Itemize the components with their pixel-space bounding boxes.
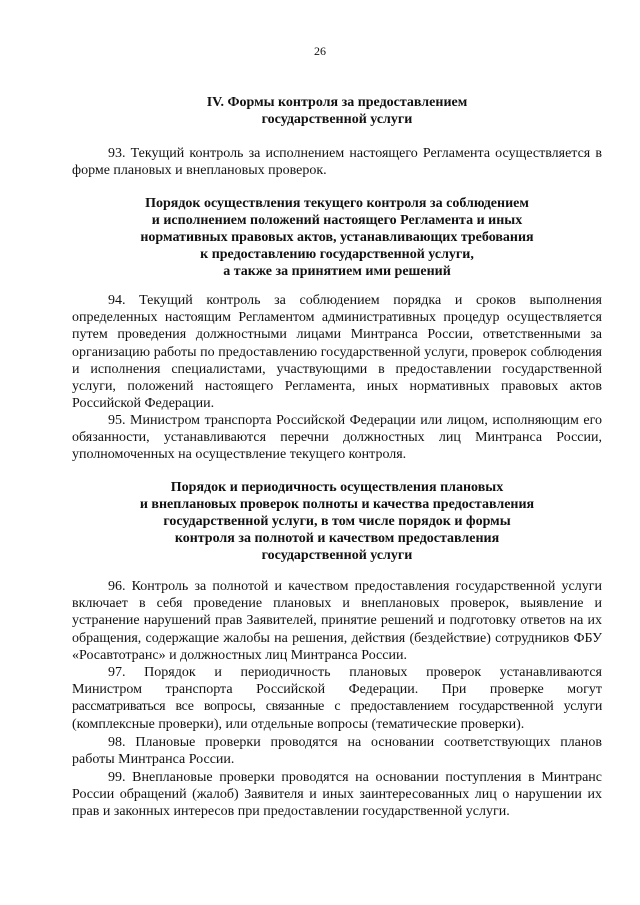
paragraph-97-line-3: рассматриваться все вопросы, связанные с предоставлением государственной услуги — [72, 699, 602, 715]
paragraph-97-line-4: (комплексные проверки), или отдельные вопросы (тематические проверки). — [72, 716, 525, 732]
subheading-1-line-4: к предоставлению государственной услуги, — [200, 247, 474, 262]
paragraph-96-text: 96. Контроль за полнотой и качеством предоставления государственной услуги включает в себя проведение плановых и внеплановых проверок, выявление и устранение нарушений прав Заявителей, принятие решений и подготовку ответов на их обращения, содержащие жалобы на решения, действия (бездействие) сотрудников ФБУ «Росавтотранс» и должностных лиц Минтранса России. — [72, 579, 602, 663]
page-number: 26 — [314, 44, 326, 58]
subheading-1-line-2: и исполнением положений настоящего Регламента и иных — [151, 213, 523, 228]
subheading-1-line-3: нормативных правовых актов, устанавливающих требования — [140, 230, 534, 245]
section-heading-line-1: IV. Формы контроля за предоставлением — [206, 95, 468, 110]
paragraph-96 — [72, 578, 602, 664]
paragraph-97-text — [72, 664, 602, 733]
paragraph-95 — [72, 412, 602, 464]
paragraph-99-text: 99. Внеплановые проверки проводятся на основании поступления в Минтранс России обращений (жалоб) Заявителя и иных заинтересованных лиц о нарушении их прав и законных интересов при предоставлении государственной услуги. — [72, 770, 602, 820]
subheading-2-line-1: Порядок и периодичность осуществления плановых — [170, 480, 504, 495]
subheading-inspections — [72, 479, 602, 564]
paragraph-94 — [72, 292, 602, 412]
paragraph-97 — [72, 664, 602, 733]
paragraph-98 — [72, 734, 602, 768]
paragraph-99 — [72, 769, 602, 821]
subheading-2-line-3: государственной услуги, в том числе порядок и формы — [163, 514, 511, 529]
subheading-2-line-4: контроля за полнотой и качеством предоставления — [174, 531, 500, 546]
paragraph-97-line-1: 97. Порядок и периодичность плановых проверок устанавливаются — [108, 665, 602, 680]
paragraph-94-text: 94. Текущий контроль за соблюдением порядка и сроков выполнения определенных настоящим Регламентом административных процедур осуществляется путем проведения должностными лицами Минтранса России, ответственными за организацию работы по предоставлению государственной услуги, проверок соблюдения и исполнения специалистами, участвующими в предоставлении государственной услуги, положений настоящего Регламента, иных нормативных правовых актов Российской Федерации. — [72, 293, 602, 412]
paragraph-95-text: 95. Министром транспорта Российской Федерации или лицом, исполняющим его обязанности, устанавливаются перечни должностных лиц Минтранса России, уполномоченных на осуществление текущего контроля. — [72, 413, 602, 463]
paragraph-97-line-2: Министром транспорта Российской Федерации. При проверке могут — [72, 682, 602, 698]
subheading-1-line-1: Порядок осуществления текущего контроля за соблюдением — [145, 196, 529, 211]
section-heading-line-2: государственной услуги — [261, 112, 413, 127]
subheading-current-control — [72, 195, 602, 280]
section-heading — [72, 94, 602, 128]
subheading-2-line-5: государственной услуги — [261, 548, 413, 563]
paragraph-98-text: 98. Плановые проверки проводятся на основании соответствующих планов работы Минтранса России. — [72, 735, 602, 768]
subheading-1-line-5: а также за принятием ими решений — [223, 264, 451, 279]
subheading-2-line-2: и внеплановых проверок полноты и качества предоставления — [139, 497, 535, 512]
paragraph-93 — [72, 145, 602, 179]
paragraph-93-text: 93. Текущий контроль за исполнением настоящего Регламента осуществляется в форме плановых и внеплановых проверок. — [72, 146, 602, 179]
